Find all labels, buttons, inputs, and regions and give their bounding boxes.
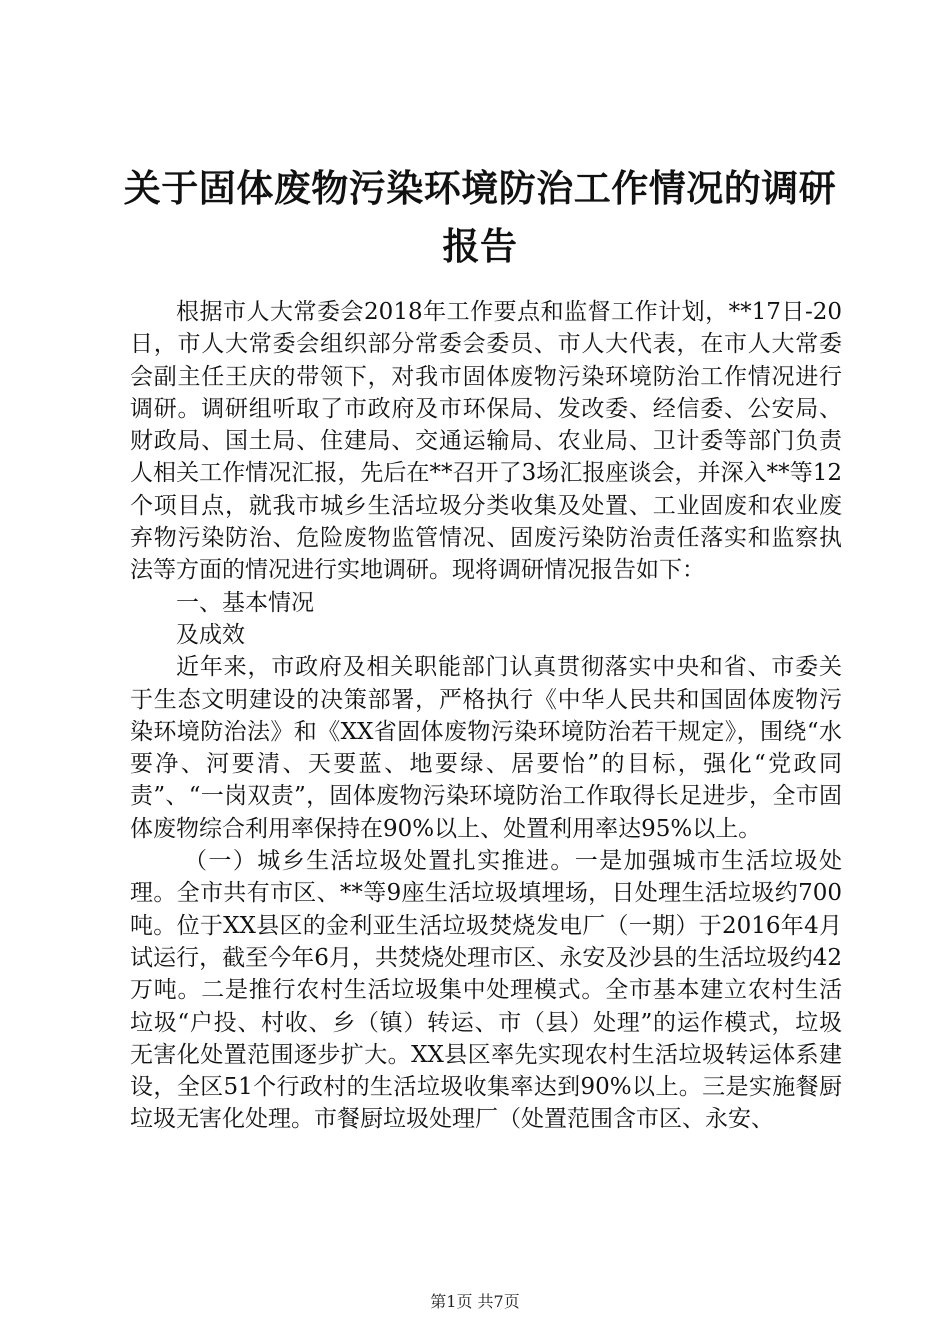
- document-body: [130, 296, 842, 1136]
- paragraph-intro: 根据市人大常委会2018年工作要点和监督工作计划，**17日-20日，市人大常委会组织部分常委会委员、市人大代表，在市人大常委会副主任王庆的带领下，对我市固体废物污染环境防治工作情况进行调研。调研组听取了市政府及市环保局、发改委、经信委、公安局、财政局、国土局、住建局、交通运输局、农业局、卫计委等部门负责人相关工作情况汇报，先后在**召开了3场汇报座谈会，并深入**等12个项目点，就我市城乡生活垃圾分类收集及处置、工业固废和农业废弃物污染防治、危险废物监管情况、固废污染防治责任落实和监察执法等方面的情况进行实地调研。现将调研情况报告如下：: [130, 299, 842, 584]
- section-heading-continuation: 及成效: [176, 621, 245, 648]
- section-heading: 一、基本情况: [176, 589, 314, 616]
- paragraph-overview: 近年来，市政府及相关职能部门认真贯彻落实中央和省、市委关于生态文明建设的决策部署，严格执行《中华人民共和国固体废物污染环境防治法》和《XX省固体废物污染环境防治若干规定》，围绕“水要净、河要清、天要蓝、地要绿、居要怡”的目标，强化“党政同责”、“一岗双责”，固体废物污染环境防治工作取得长足进步，全市固体废物综合利用率保持在90%以上、处置利用率达95%以上。: [130, 654, 842, 842]
- paragraph-subsection-one: （一）城乡生活垃圾处置扎实推进。一是加强城市生活垃圾处理。全市共有市区、**等9座生活垃圾填埋场，日处理生活垃圾约700吨。位于XX县区的金利亚生活垃圾焚烧发电厂（一期）于2016年4月试运行，截至今年6月，共焚烧处理市区、永安及沙县的生活垃圾约42万吨。二是推行农村生活垃圾集中处理模式。全市基本建立农村生活垃圾“户投、村收、乡（镇）转运、市（县）处理”的运作模式，垃圾无害化处置范围逐步扩大。XX县区率先实现农村生活垃圾转运体系建设，全区51个行政村的生活垃圾收集率达到90%以上。三是实施餐厨垃圾无害化处理。市餐厨垃圾处理厂（处置范围含市区、永安、: [130, 848, 842, 1133]
- page-footer: 第1页 共7页: [430, 1292, 520, 1311]
- document-title: 关于固体废物污染环境防治工作情况的调研报告: [123, 167, 837, 268]
